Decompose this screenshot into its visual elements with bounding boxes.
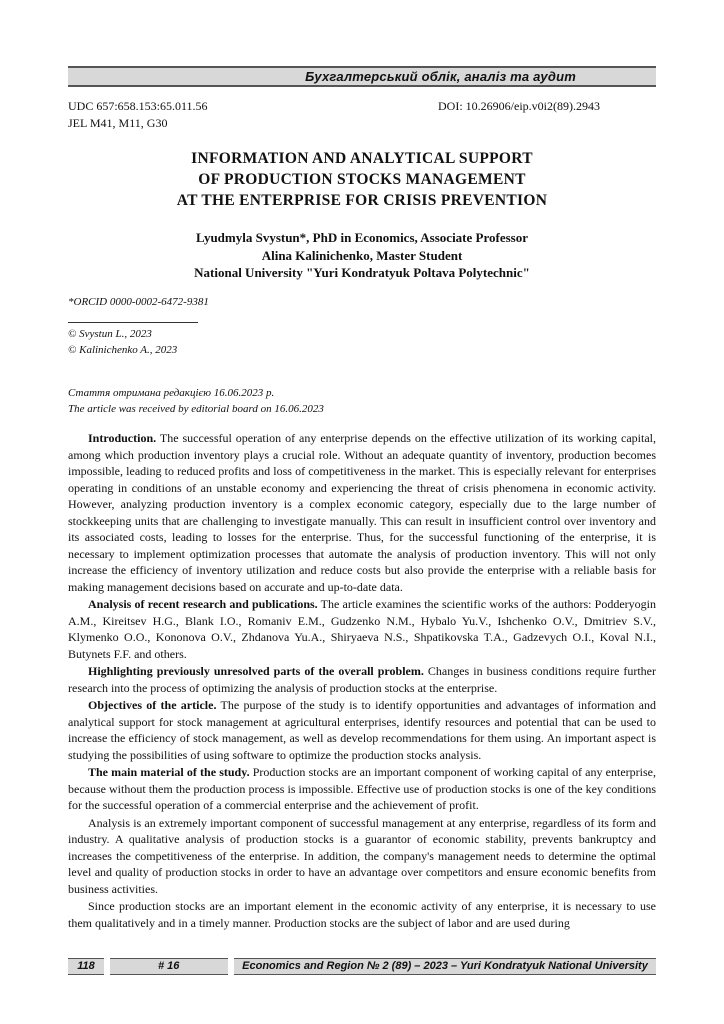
title-line: INFORMATION AND ANALYTICAL SUPPORT bbox=[191, 150, 533, 167]
paragraph bbox=[68, 697, 656, 763]
section-heading: Introduction. bbox=[88, 431, 157, 445]
paragraph bbox=[68, 430, 656, 595]
paragraph bbox=[68, 663, 656, 696]
section-heading: The main material of the study. bbox=[88, 765, 250, 779]
page-number: 118 bbox=[68, 958, 104, 975]
section-heading: Analysis of recent research and publications. bbox=[88, 597, 318, 611]
affiliation: National University "Yuri Kondratyuk Poltava Polytechnic" bbox=[194, 265, 530, 280]
section-heading: Highlighting previously unresolved parts of the overall problem. bbox=[88, 664, 424, 678]
copyright-line: © Kalinichenko A., 2023 bbox=[68, 344, 178, 356]
paragraph-text: The purpose of the study is to identify opportunities and advantages of information and analytical support for stock management at agricultural enterprises, identify resources and potential that can be used to increase the efficiency of stock management, as well as develop recommendations for them using. An important aspect is studying the possibilities of using software to optimize the production stocks analysis. bbox=[68, 698, 656, 762]
paragraph bbox=[68, 596, 656, 662]
jel-code: JEL M41, M11, G30 bbox=[68, 116, 168, 130]
paragraph-text: The successful operation of any enterprise depends on the effective utilization of its working capital, among which production inventory plays a crucial role. Without an adequate quantity of inventory, production becomes impossible, leading to reduced profits and loss of competitiveness in the market. This is especially relevant for enterprises operating in conditions of an unstable economy and experiencing the threat of crisis phenomena in economic activity. However, analyzing production inventory is a complex economic category, especially due to the large number of stockkeeping units that are challenging to investigate manually. This can result in insufficient control over inventory and its associated costs, leading to losses for the enterprise. Thus, for the successful functioning of the enterprise, it is necessary to implement optimization processes that automate the analysis of production inventory. This will not only increase the efficiency of inventory utilization and reduce costs but also provide the enterprise with a reliable basis for making management decisions based on accurate and up-to-date data. bbox=[68, 431, 656, 594]
footer-journal: Economics and Region № 2 (89) – 2023 – Yuri Kondratyuk National University bbox=[234, 958, 656, 975]
author-block bbox=[68, 229, 656, 282]
paragraph bbox=[68, 764, 656, 814]
issue-box bbox=[110, 958, 228, 975]
running-footer bbox=[68, 958, 656, 975]
paragraph: Since production stocks are an important element in the economic activity of any enterprise, it is necessary to use them qualitatively and in a timely manner. Production stocks are the subject of labor and are used during bbox=[68, 899, 656, 930]
title-line: AT THE ENTERPRISE FOR CRISIS PREVENTION bbox=[176, 192, 548, 209]
paragraph-text: The article examines the scientific works of the authors: Podderyogin A.M., Kireitsev H.G., Blank I.O., Romaniv E.M., Gudzenko N.M., Hybalo Yu.V., Ishchenko O.V., Dmitriev S.V., Klymenko O.O., Kononova O.V., Zhdanova Yu.A., Shiryaeva N.S., Shpatikovska T.A., Gadzevych O.I., Koval N.I., Butynets F.F. and others. bbox=[68, 597, 656, 661]
divider bbox=[68, 322, 198, 323]
udc-code: UDC 657:658.153:65.011.56 bbox=[68, 99, 208, 113]
copyright-line: © Svystun L., 2023 bbox=[68, 328, 152, 340]
paragraph-text: Production stocks are an important component of working capital of any enterprise, because without them the production process is impossible. Effective use of production stocks is one of the key conditions for the successful operation of a commercial enterprise and the achievement of profit. bbox=[68, 765, 656, 812]
author-2: Alina Kalinichenko, Master Student bbox=[261, 247, 463, 263]
paragraph: Analysis is an extremely important component of successful management at any enterprise, regardless of its form and industry. A qualitative analysis of production stocks is a guarantor of economic stability, prevents bankruptcy and increases the competitiveness of the enterprise. In addition, the company's management needs to determine the optimal level and quality of production stocks in order to have an advantage over competitors and ensure economic benefits from business activities. bbox=[68, 815, 656, 896]
received-uk: Стаття отримана редакцією 16.06.2023 р. bbox=[68, 387, 275, 399]
article-body bbox=[68, 430, 656, 932]
author-1: Lyudmyla Svystun*, PhD in Economics, Associate Professor bbox=[195, 230, 528, 245]
paragraph-text: Changes in business conditions require further research into the process of optimizing the analysis of production stocks at the enterprise. bbox=[68, 664, 656, 695]
running-header bbox=[68, 66, 656, 87]
orcid: *ORCID 0000-0002-6472-9381 bbox=[68, 296, 209, 308]
received-en: The article was received by editorial board on 16.06.2023 bbox=[68, 403, 324, 415]
copyright-block bbox=[68, 326, 177, 358]
issue-number: # 16 bbox=[158, 960, 180, 972]
journal-title: Бухгалтерський облік, аналіз та аудит bbox=[305, 69, 576, 84]
section-heading: Objectives of the article. bbox=[88, 698, 217, 712]
doi: DOI: 10.26906/eip.v0i2(89).2943 bbox=[438, 99, 600, 113]
article-title bbox=[68, 148, 656, 211]
title-line: OF PRODUCTION STOCKS MANAGEMENT bbox=[198, 171, 526, 188]
received-note bbox=[68, 385, 324, 417]
